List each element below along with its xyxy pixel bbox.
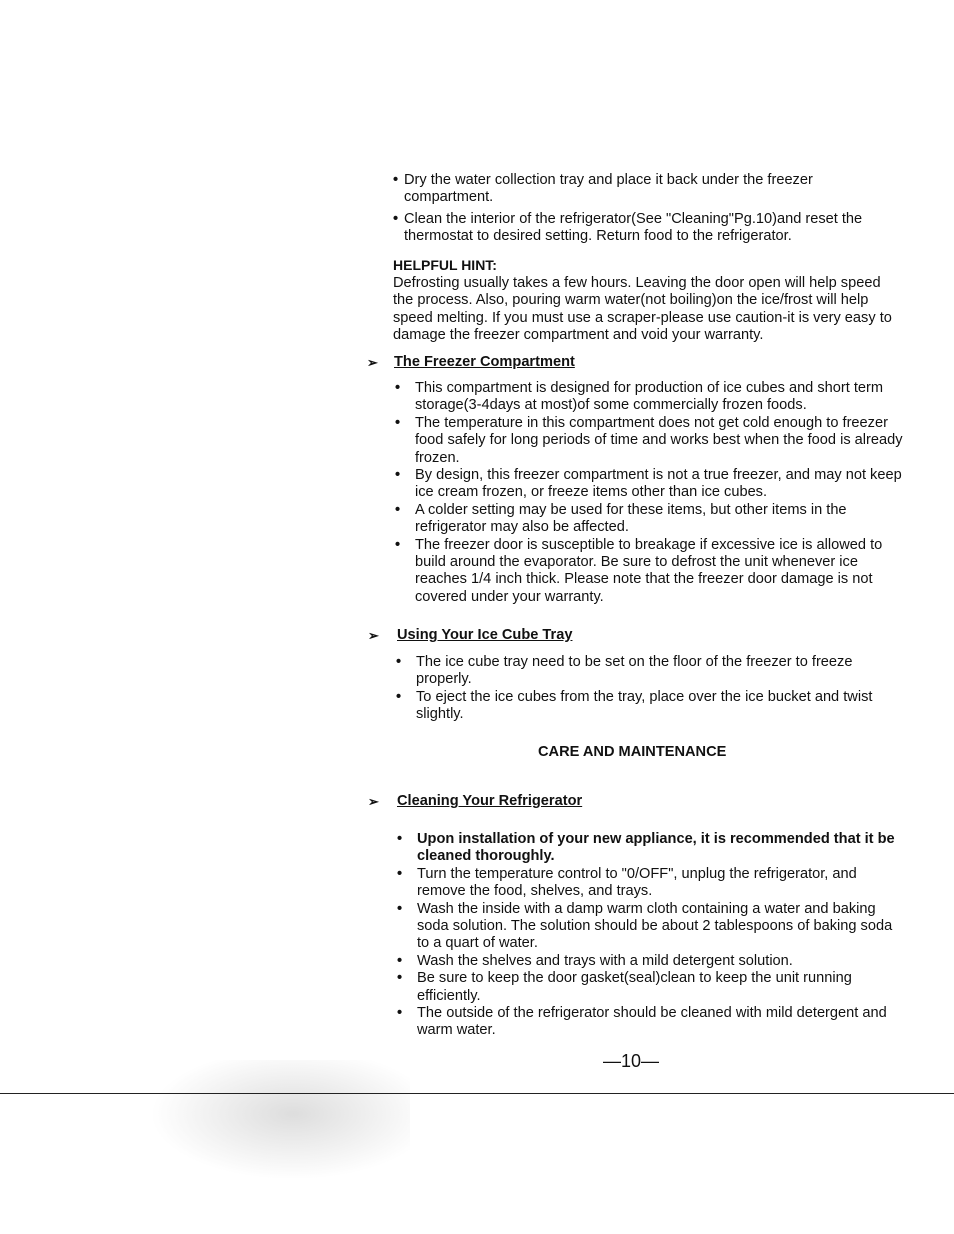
bullet-text: The outside of the refrigerator should be cleaned with mild detergent and warm water. xyxy=(417,1005,887,1039)
bullet-text: Dry the water collection tray and place it back under the freezer compartment. xyxy=(404,172,813,206)
bullet-icon: • xyxy=(395,501,401,518)
section-title: Cleaning Your Refrigerator xyxy=(397,793,583,809)
list-item xyxy=(393,211,893,246)
arrow-bullet-icon: ➢ xyxy=(368,794,379,809)
bullet-icon: • xyxy=(397,952,403,969)
page-number: —10— xyxy=(603,1051,660,1071)
list-item xyxy=(397,866,907,901)
bullet-text: The temperature in this compartment does not get cold enough to freezer food safely for long periods of time and works best when the food is already frozen. xyxy=(415,414,903,466)
page-divider xyxy=(0,1093,954,1094)
bullet-icon: • xyxy=(397,900,403,917)
bullet-text: The freezer door is susceptible to breakage if excessive ice is allowed to build around the evaporator. Be sure to defrost the unit whenever ice reaches 1/4 inch thick. Please note that the freezer door damage is not covered under your warranty. xyxy=(415,536,883,605)
helpful-hint-title: HELPFUL HINT: xyxy=(393,257,497,273)
bullet-icon: • xyxy=(396,654,402,670)
bullet-text: Clean the interior of the refrigerator(See "Cleaning"Pg.10)and reset the thermostat to desired setting. Return food to the refrigerator. xyxy=(404,210,863,245)
arrow-bullet-icon: ➢ xyxy=(368,628,379,643)
bullet-text: A colder setting may be used for these items, but other items in the refrigerator may also be affected. xyxy=(415,501,847,536)
bullet-text: Turn the temperature control to "0/OFF", unplug the refrigerator, and remove the food, shelves, and trays. xyxy=(417,865,857,900)
ice-tray-section-heading xyxy=(368,627,768,644)
list-item xyxy=(395,537,907,607)
list-item xyxy=(393,172,893,207)
bullet-text: Wash the shelves and trays with a mild detergent solution. xyxy=(417,952,793,969)
bullet-icon: • xyxy=(393,210,399,227)
list-item xyxy=(396,689,896,724)
bullet-icon: • xyxy=(397,831,403,847)
list-item xyxy=(397,1005,907,1040)
list-item xyxy=(395,415,907,467)
bullet-text: Be sure to keep the door gasket(seal)clean to keep the unit running efficiently. xyxy=(417,970,852,1004)
cleaning-section-heading xyxy=(368,793,768,810)
list-item xyxy=(397,953,907,970)
bullet-icon: • xyxy=(395,536,401,553)
bullet-text: This compartment is designed for production of ice cubes and short term storage(3-4days at most)of some commercially frozen foods. xyxy=(415,380,884,414)
scan-smudge xyxy=(150,1060,410,1180)
list-item xyxy=(397,970,907,1005)
bullet-icon: • xyxy=(395,467,401,484)
arrow-bullet-icon: ➢ xyxy=(367,355,378,370)
list-item xyxy=(397,901,907,953)
bullet-text: The ice cube tray need to be set on the floor of the freezer to freeze properly. xyxy=(416,654,853,688)
bullet-icon: • xyxy=(397,1005,403,1022)
cleaning-bullet-list xyxy=(397,831,907,1040)
list-item xyxy=(395,467,907,502)
freezer-section-heading xyxy=(367,354,767,371)
bullet-text: Wash the inside with a damp warm cloth containing a water and baking soda solution. The solution should be about 2 tablespoons of baking soda to a quart of water. xyxy=(417,900,893,952)
bullet-icon: • xyxy=(397,865,403,882)
care-maintenance-title: CARE AND MAINTENANCE xyxy=(538,744,727,760)
bullet-text: By design, this freezer compartment is not a true freezer, and may not keep ice cream frozen, or freeze items other than ice cubes. xyxy=(415,467,902,501)
section-title: Using Your Ice Cube Tray xyxy=(397,627,573,643)
bullet-text: To eject the ice cubes from the tray, place over the ice bucket and twist slightly. xyxy=(416,688,873,723)
bullet-icon: • xyxy=(395,414,401,431)
list-item xyxy=(396,654,896,689)
list-item xyxy=(397,831,907,866)
helpful-hint-body: Defrosting usually takes a few hours. Leaving the door open will help speed the process. Also, pouring warm water(not boiling)on the ice/frost will help speed melting. If you must use a scraper-please use caution-it is very easy to damage the freezer compartment and void your warranty. xyxy=(393,275,892,344)
section-title: The Freezer Compartment xyxy=(394,354,575,370)
list-item xyxy=(395,380,907,415)
bullet-icon: • xyxy=(396,688,402,705)
list-item xyxy=(395,502,907,537)
freezer-bullet-list xyxy=(395,380,907,606)
bullet-icon: • xyxy=(395,380,401,396)
bullet-icon: • xyxy=(397,970,403,987)
defrost-bullet-list xyxy=(393,172,893,246)
bullet-text: Upon installation of your new appliance, it is recommended that it be cleaned thoroughly. xyxy=(417,831,895,865)
ice-tray-bullet-list xyxy=(396,654,896,724)
bullet-icon: • xyxy=(393,172,399,188)
